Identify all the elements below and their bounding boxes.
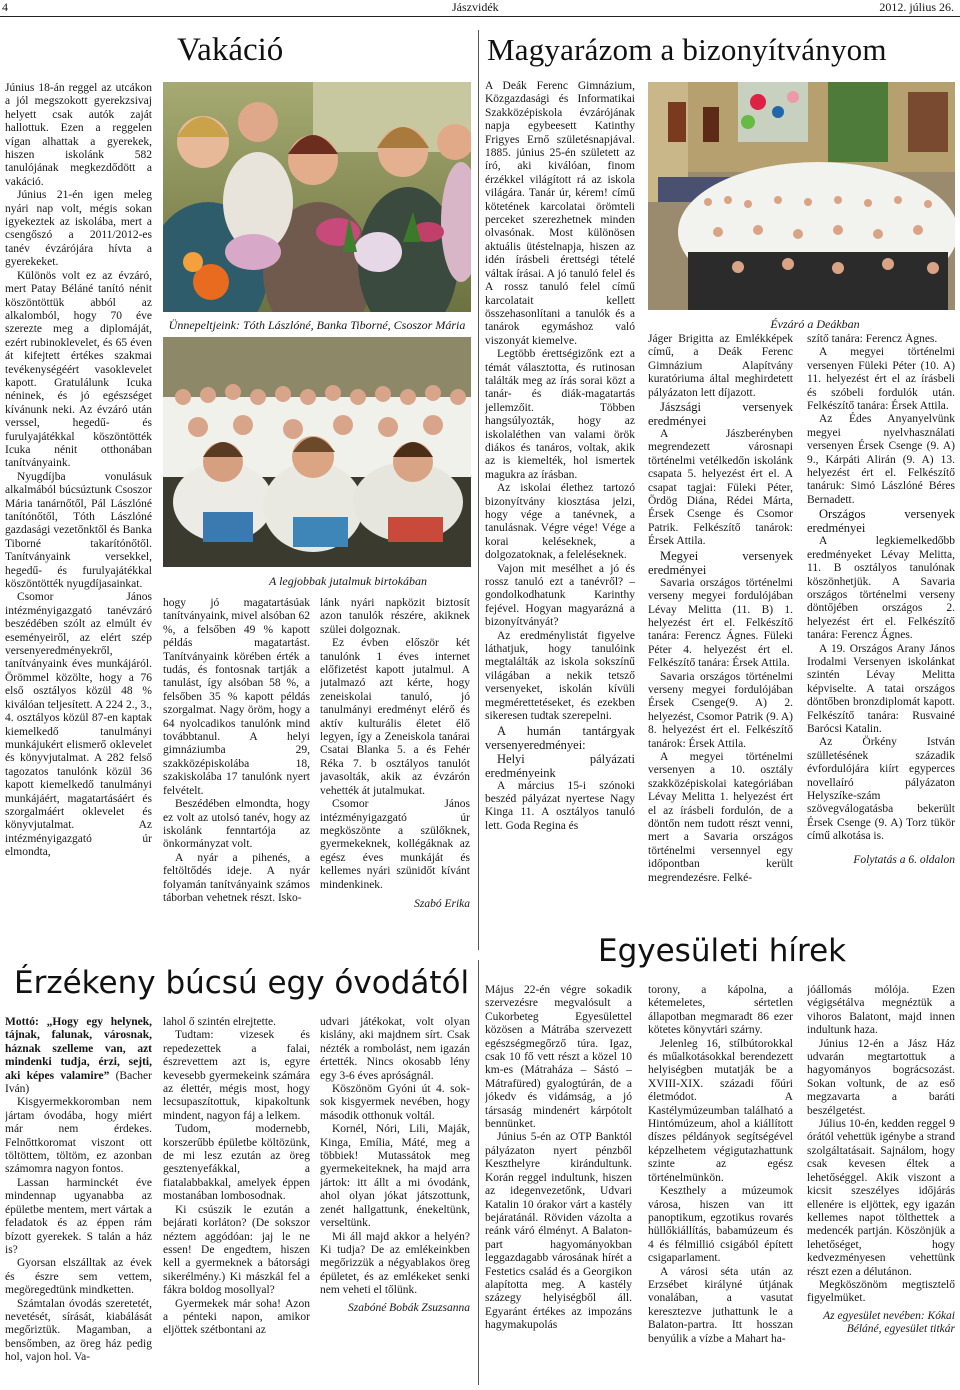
paragraph: A legkiemelkedőbb eredményeket Lévay Melitta, 11. B osztályos tanulónak köszönhetjük. A Savaria országos történelmi verseny döntőjében országos 2. helyezést ért el. Felkészítő tanára: Ferencz Ágnes. (807, 535, 955, 642)
paragraph: Savaria országos történelmi verseny megyei fordulójában Érsek Csenge(9. A) 2. helyezést, Csomor Patrik (9. A) 8. helyezést ért el. Felkészítő tanárok: Érsek Attila. (648, 670, 793, 750)
vakacio-column-right (320, 597, 470, 942)
graduation-caption: Évzáró a Deákban (770, 317, 860, 331)
subheading: Helyi pályázati eredményeink (485, 751, 635, 780)
paragraph: Június 12-én a Jász Ház udvarán megtartottuk a hagyományos bográcsozást. Sokan voltunk, de az eső megzavarta a baráti beszélgetést. (807, 1037, 955, 1117)
paragraph: Savaria országos történelmi verseny megyei fordulójában Lévay Melitta (11. B) 1. helyezést ért el. Felkészítő tanára: Ferencz Ágnes. Füleki Péter 4. helyezést ért el. Felkészítő tanára: Érsek Attila. (648, 576, 793, 670)
paragraph: Az Örkény István szülletésének századik évfordulójára kiírt egyperces novellaíró pályázaton Helyszíke-szám szövegválogatásba bekerült Érsek Csenge (9. A) Torz tükör című alkotása is. (807, 736, 955, 843)
paragraph: Nyugdíjba vonulásuk alkalmából búcsúztunk Csoszor Mária tanárnőtől, Pál Lászlóné tanítónőtől, Tóth Lászlóné gazdasági vezetőnktől és Banka Tiborné takarítónőtől. Tanítványaink versekkel, hegedű- és furulyajátékkal köszöntötték nyugdíjasainkat. (5, 470, 152, 591)
motto-text: Mottó: „Hogy egy helynek, tájnak, falunak, városnak, háznak szelleme van, azt mindenki tudja, érzi, sejti, aki képes valamire” (5, 1016, 152, 1082)
ovoda-signature: Szabóné Bobák Zsuzsanna (347, 1301, 470, 1314)
bizonyitvany-title: Magyarázom a bizonyítványom (487, 32, 887, 67)
paragraph: Ez évben először két tanulónk 1 éves internet előfizetést kapott jutalmul. A jutalmazó azt kérte, hogy zeneiskolai tanuló, jó tanulmányi eredményt elérő és aktív kulturális életet élő legyen, így a Zeneiskola tanárai Csatai Blanka 5. a és Fehér Réka 7. b osztályos tanulót javasolták, akik az évzárón vehették át jutalmukat. (320, 637, 470, 797)
paragraph: Kornél, Nóri, Lili, Maják, Kinga, Emília, Máté, meg a többiek! Mutassátok meg gyermekeiteknek, ha majd arra jártok: itt állt a mi óvodánk, ahol olyan jókat játszottunk, zenét hallgattunk, énekeltünk, verseltünk. (320, 1123, 470, 1230)
paragraph: Kisgyermekkoromban nem jártam óvodába, hogy miért már nem érdekes. Felnőttkoromat viszont ott töltöttem, töltöm, ez azonban számomra nagyon fontos. (5, 1096, 152, 1176)
egyesuleti-title: Egyesületi hírek (598, 933, 847, 969)
paragraph: lahol ő szintén elrejtette. (163, 1016, 277, 1028)
subheading: Országos versenyek eredményei (807, 507, 955, 536)
vakacio-signature: Szabó Erika (414, 897, 470, 910)
egyesuleti-signature-line2: Béláné, egyesület titkár (846, 1323, 955, 1336)
paragraph: Június 21-én igen meleg nyári nap volt, mégis sokan igyekeztek az iskolába, mert a csengőszó a 2011/2012-es tanév évzárójára hívta a gyerekeket. (5, 189, 152, 269)
paragraph: szítő tanára: Ferencz Ágnes. (807, 333, 938, 345)
column-divider (478, 30, 479, 950)
newspaper-name: Jászvidék (452, 0, 499, 14)
paragraph: hogy jó magatartásúak tanítványaink, mivel alsóban 62 %, a felsőben 49 % kapott példás magatartást. Tanítványaink körében érték a tudás, és fontosnak tartják a tanulást, így alsóban 58 %, a felsőben 35 % kapott példás szorgalmat. Nagy öröm, hogy a 64 nyolcadikos tanulónk mind továbbtanul. A helyi gimnáziumba 29, szakközépiskolába 18, szakiskolába 17 tanulónk nyert felvételt. (163, 597, 310, 797)
paragraph: Az eredménylistát figyelve láthatjuk, hogy tanulóink megtalálták az iskola sokszínű világában a nekik tetsző versenyeket, iskolán kívüli megmérettetéseket, és ezekben sikeresen tudtak szerepelni. (485, 629, 635, 723)
paragraph: Csomor János intézményigazgató tanévzáró beszédében szólt az elmúlt év eseményeiről, az elért szép versenyeredményekről, tanítványaink éves munkájáról. Örömmel közölte, hogy a 76 első osztályos közül 48 % kiválóan teljesített. A 224 2., 3., 4. osztályos közül 87-en kaptak kiemelkedő tanulmányi munkájukért elismerő oklevelet és könyvjutalmat. A 282 felső tagozatos tanulónk közül 36 kapott kiemelkedő tanulmányi munkájáért, magatartásáért és szorgalmáért oklevelet és könyvjutalmat. Az intézményigazgató úr elmondta, (5, 591, 152, 859)
paragraph: A városi séta után az Erzsébet királyné útjának vonalában, a vasutat keresztezve juthattunk le a Balaton-partra. Itt hosszan benyúlik a vízbe a Mahart ha- (648, 1265, 793, 1345)
subheading: A humán tantárgyak versenyeredményei: (485, 723, 635, 752)
paragraph: Beszédében elmondta, hogy ez volt az utolsó tanév, hogy az iskolánk fenntartója az önkormányzat volt. (163, 798, 310, 851)
paragraph: Június 5-én az OTP Banktól pályázaton nyert pénzből Keszthelyre kirándultunk. Korán reggel indultunk, hiszen az idegenvezetőnk, Udvari Katalin 10 órakor várt a kastély bejáratánál. Röviden vázolta a reánk váró élményt. A Balaton-part hagyományokban leggazdagabb városának hírét a Festetics család és a Georgikon alapította meg. A kastély százegy helyiségből áll. Egyaránt értékes az impozáns hagymakupolás (485, 1131, 632, 1332)
paragraph: Számtalan óvodás szeretetét, nevetését, sírását, kiabálását megőriztük. Magamban, a bensőmben, az öreg ház pedig hol, vajon hol. Va- (5, 1297, 152, 1364)
page-header (0, 0, 960, 16)
ovoda-title: Érzékeny búcsú egy óvodától (14, 965, 470, 1001)
graduation-photo-image (648, 82, 955, 310)
paragraph: Különös volt ez az évzáró, mert Patay Béláné tanító nénit köszöntöttük abból az alkalomból, hogy 70 éve szerezte meg a diplomáját, ezért rubinoklevelet, és 65 éven át kifejtett értékes szakmai tevékenységéért vasoklevelet kapott. Gratulálunk Icuka néninek, és jó egészséget kívánunk neki. Az évzáró után verssel, hegedű- és furulyajátékkal köszöntötték Icuka nénit otthonában tanítványaink. (5, 269, 152, 470)
header-rule (0, 16, 960, 17)
paragraph: A megyei történelmi versenyen Füleki Péter (10. A) 11. helyezést ért el az írásbeli és szóbeli fordulók után. Felkészítő tanára: Érsek Attila. (807, 346, 955, 413)
paragraph: Az Édes Anyanyelvünk megyei nyelvhasználati versenyen Érsek Csenge (9. A) 9., Kárpáti Alirán (9. A) 13. helyezést ért el. Felkészítő tanáruk: Simó Lászlóné Béres Bernadett. (807, 413, 955, 506)
paragraph: Gyermekek már soha! Azon a pénteki napon, amikor eljöttek szétbontani az (163, 1297, 310, 1337)
paragraph: udvari játékokat, volt olyan kislány, aki majdnem sírt. Csak nézték a rombolást, nem igazán értették. Nincs okosabb lény egy 3-6 éves apróságnál. (320, 1016, 470, 1082)
egyesuleti-column-2 (648, 984, 793, 1386)
page-number: 4 (2, 0, 8, 14)
vakacio-title: Vakáció (177, 32, 284, 68)
vakacio-column-middle (163, 597, 310, 942)
students-photo-image (163, 337, 471, 567)
paragraph: jóállomás mólója. Ezen végigsétálva megnéztük a vihoros Balatont, majd innen indultunk haza. (807, 984, 955, 1037)
paragraph: Keszthely a múzeumok városa, hiszen van itt panoptikum, egzotikus rovarés hüllőkiállítás, babamúzeum és 4 és félmillió csigából épített csigaparlament. (648, 1185, 793, 1265)
paragraph: A Jászberényben megrendezett városnapi történelmi vetélkedőn iskolánk csapata 5. helyezést ért el. A csapat tagjai: Füleki Péter, Ördög Diána, Rédei Márta, Érsek Csenge és Csomor Patrik. Felkészítő tanárok: Érsek Attila. (648, 428, 793, 548)
paragraph: A megyei történelmi versenyen a 10. osztály szakközépiskolai kategóriában Lévay Melitta 1. helyezést ért el az írásbeli fordulón, de a döntőn nem tudott részt venni, mert a Savaria országos történelmi versennyel egy időpontban került megrendezésre. Felké- (648, 750, 793, 884)
paragraph: Jelenleg 16, stílbútorokkal és műalkotásokkal berendezett helyiségben mutatják be a XVIII-XIX. századi főúri életmódot. A Kastélymúzeumban található a Hintómúzeum, ahol a kiállított díszes példányok segítségével képzelhetem végigutazhattunk szinte az egész történelmünkön. (648, 1037, 793, 1184)
paragraph: Legtöbb érettségizőnk ezt a témát választotta, és rutinosan találták meg az írás sorai közt a tanár- és diák-magatartás jellemzőit. Többen hangsúlyozták, hogy az iskolaléthen van valami örök diákos és tanáros, voltak, akik az is kiemelték, hol ismertek magukra az írásban. (485, 348, 635, 481)
paragraph: Vajon mit mesélhet a jó és rossz tanuló ezt a tanévről? – gondolkodhatunk Karinthy fejével. Hogyan magyarázná a bizonyítványát? (485, 562, 635, 629)
paragraph: Tudtam: vizesek és repedezettek a falai, észrevettem azt is, egyre kevesebb gyermekeink számára az élettér, mégis most, hogy lecsupaszítottuk, kipakoltunk mindent, nagyon fáj a lelkem. (163, 1029, 310, 1122)
paragraph: Gyorsan elszálltak az évek és észre sem vettem, megöregedtünk mindketten. (5, 1257, 152, 1297)
column-divider (478, 960, 479, 1385)
continued-note: Folytatás a 6. oldalon (853, 853, 955, 866)
paragraph: Tudom, modernebb, korszerűbb épületbe költözünk, de mi lesz ezután az öreg gesztenyefákkal, a fiatalabbakkal, amelyek éppen mostanában lombosodnak. (163, 1123, 310, 1203)
graduation-photo (648, 82, 955, 310)
issue-date: 2012. július 26. (879, 0, 954, 14)
egyesuleti-column-1 (485, 984, 632, 1386)
motto (5, 1016, 152, 1096)
paragraph: Július 10-én, kedden reggel 9 órától vehettük igénybe a strand szolgáltatásait. Sajnálom, hogy csak kevesen éltek a lehetőséggel. Akik viszont a kicsit szeszélyes időjárás ellenére is eljöttek, egy igazán kellemes napot tölthettek a medencék partján. Köszönjük a lehetőséget, hogy kedvezményesen vehettünk részt ezen a délutánon. (807, 1118, 955, 1278)
ovoda-column-3 (320, 1016, 470, 1386)
paragraph: A nyár a pihenés, a feltöltődés ideje. A nyár folyamán tanítványaink számos táborban vehetnek részt. Isko- (163, 851, 310, 904)
paragraph: A március 15-i szónoki beszéd pályázat nyertese Nagy Kinga 11. A osztályos tanuló lett. Goda Regina és (485, 779, 635, 832)
teachers-photo-image (163, 82, 471, 312)
bizonyitvany-column-3 (807, 333, 955, 913)
teachers-caption: Ünnepeltjeink: Tóth Lászlóné, Banka Tiborné, Csoszor Mária (168, 318, 466, 332)
paragraph: Lassan harminckét éve mindennap ugyanabba az épületbe mentem, mert vártak a feladatok és az éppen rám bízott gyerekek. S talán a ház is? (5, 1176, 152, 1256)
students-photo (163, 337, 471, 567)
paragraph: A 19. Országos Arany János Irodalmi Versenyen iskolánkat szintén Lévay Melitta képviselte. A tatai országos döntőben bronzdiplomát kapott. Felkészítő tanára: Rusvainé Barócsi Katalin. (807, 642, 955, 735)
subheading: Jászsági versenyek eredményei (648, 400, 793, 429)
paragraph: Az iskolai élethez tartozó bizonyítvány kiosztása jelzi, hogy vége a tanévnek, a tanulásnak. Végre vége! Vége a korai keléseknek, a dolgozatoknak, a feleléseknek. (485, 482, 635, 562)
paragraph: Megköszönöm megtisztelő figyelmüket. (807, 1278, 955, 1305)
ovoda-column-1 (5, 1016, 152, 1386)
students-caption: A legjobbak jutalmuk birtokában (268, 574, 428, 588)
paragraph: Június 18-án reggel az utcákon a jól megszokott gyerekzsivaj helyett csak autók zaját hallottuk. Ezen a reggelen vígan alhattak a gyerekek, hiszen iskolánk 582 tanulójának megkezdődött a vakáció. (5, 82, 152, 188)
paragraph: lánk nyári napközit biztosít azon tanulók részére, akiknek szülei dolgoznak. (320, 597, 470, 636)
paragraph: A Deák Ferenc Gimnázium, Közgazdasági és Informatikai Szakközépiskola évzárójának napja egybeesett Katinthy Frigyes Ernő születésnapjával. 1885. június 25-én született az író, aki kiválóan, finom érzékkel világított rá az iskola világára. Tanár úr, kérem! című kötetének karcolatai örömteli perceket szerezhetnek minden olvasónak. Most különösen aktuális ütéstelnapja, hiszen az idén írásbeli érettségi tételé váltak írásai. A jó tanuló felel és A rossz tanuló felel című karcolatait kellett összehasonlítani a tanulók és a tanárok egymáshoz való viszonyát kiemelve. (485, 80, 635, 347)
egyesuleti-column-3 (807, 984, 955, 1386)
bizonyitvany-column-2 (648, 333, 793, 913)
paragraph: Jáger Brigitta az Emlékképek című, a Deák Ferenc Gimnázium Alapítvány kuratóriuma által meghirdetett pályázaton lett díjazott. (648, 333, 793, 399)
paragraph: Csomor János intézményigazgató úr megköszönte a szülőknek, gyermekeknek, kollégáknak az egész éves munkáját és kellemes nyári szünidőt kívánt mindenkinek. (320, 798, 470, 891)
vakacio-column-left (5, 82, 152, 940)
egyesuleti-signature-line1: Az egyesület nevében: Kókai (823, 1309, 955, 1322)
teachers-photo (163, 82, 471, 312)
paragraph: Köszönöm Gyóni út 4. sok-sok kisgyermek nevében, hogy második otthonuk voltál. (320, 1083, 470, 1122)
paragraph: Ki csúszik le ezután a bejárati korláton? (De sokszor néztem aggódóan: jaj le ne essen! De engedtem, hiszen kell a gyermeknek a bátorsági sikerélmény.) Ki mászkál fel a fákra boldog mosollyal? (163, 1203, 310, 1297)
paragraph: torony, a kápolna, a kétemeletes, sértetlen állapotban megmaradt 86 ezer kötetes könyvtári szárny. (648, 984, 793, 1037)
bizonyitvany-column-1 (485, 80, 635, 910)
paragraph: Mi áll majd akkor a helyén? Ki tudja? De az emlékeinkben megőrizzük a négyablakos öreg épületet, és az emlékeket senki nem veheti el tőlünk. (320, 1230, 470, 1297)
paragraph: Május 22-én végre sokadik szervezésre megvalósult a Cukorbeteg Egyesülettel közösen a Mátrába szervezett egészségmegőrző túra. Igaz, csak 10 fő vett részt a közel 10 km-es (Mátraháza – Sástó – Mátrafüred) gyalogtúrán, de a jókedv és vidámság, a jó társaság mindenért kárpótolt bennünket. (485, 984, 632, 1131)
ovoda-column-2 (163, 1016, 310, 1386)
motto-author: (Bacher Iván) (5, 1069, 152, 1096)
subheading: Megyei versenyek eredményei (648, 548, 793, 577)
